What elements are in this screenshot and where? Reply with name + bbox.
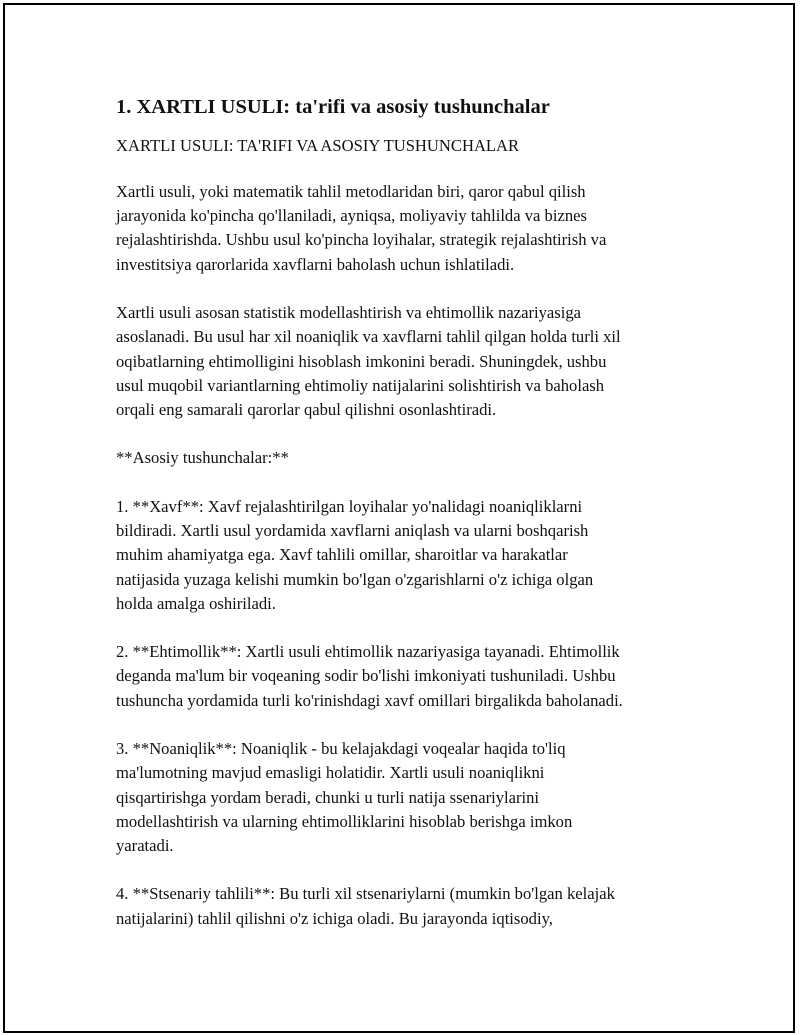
paragraph-concepts-heading <box>116 446 696 470</box>
paragraph-basis <box>116 301 696 422</box>
text-line: 3. **Noaniqlik**: Noaniqlik - bu kelajakdagi voqealar haqida to'liq <box>116 739 566 759</box>
text-line: usul muqobil variantlarning ehtimoliy natijalarini solishtirish va baholash <box>116 375 605 395</box>
text-line: modellashtirish va ularning ehtimolliklarini hisoblab berishga imkon <box>116 811 573 831</box>
text-line: 2. **Ehtimollik**: Xartli usuli ehtimollik nazariyasiga tayanadi. Ehtimollik <box>116 642 620 662</box>
document-body <box>116 93 696 931</box>
text-line: 1. **Xavf**: Xavf rejalashtirilgan loyihalar yo'nalidagi noaniqliklarni <box>116 496 583 516</box>
text-line: orqali eng samarali qarorlar qabul qilishni osonlashtiradi. <box>116 399 497 419</box>
text-line: **Asosiy tushunchalar:** <box>116 448 289 468</box>
text-line: muhim ahamiyatga ega. Xavf tahlili omillar, sharoitlar va harakatlar <box>116 545 568 565</box>
paragraph-item-3 <box>116 737 696 858</box>
text-line: holda amalga oshiriladi. <box>116 593 276 613</box>
text-line: asoslanadi. Bu usul har xil noaniqlik va xavflarni tahlil qilgan holda turli xil <box>116 327 621 347</box>
paragraph-item-1 <box>116 495 696 616</box>
paragraph-item-4 <box>116 882 696 930</box>
text-line: natijasida yuzaga kelishi mumkin bo'lgan o'zgarishlarni o'z ichiga olgan <box>116 569 594 589</box>
text-line: Xartli usuli, yoki matematik tahlil metodlaridan biri, qaror qabul qilish <box>116 182 586 201</box>
text-line: natijalarini) tahlil qilishni o'z ichiga oladi. Bu jarayonda iqtisodiy, <box>116 908 553 928</box>
document-subtitle: XARTLI USULI: TA'RIFI VA ASOSIY TUSHUNCHALAR <box>116 136 520 155</box>
document-title: 1. XARTLI USULI: ta'rifi va asosiy tushunchalar <box>116 96 550 118</box>
text-line: yaratadi. <box>116 835 174 855</box>
text-line: bildiradi. Xartli usul yordamida xavflarni aniqlash va ularni boshqarish <box>116 521 589 541</box>
text-line: qisqartirishga yordam beradi, chunki u turli natija ssenariylarini <box>116 787 540 807</box>
text-line: jarayonida ko'pincha qo'llaniladi, ayniqsa, moliyaviy tahlilda va biznes <box>116 206 587 226</box>
paragraph-intro <box>116 180 696 277</box>
text-line: oqibatlarning ehtimolligini hisoblash imkonini beradi. Shuningdek, ushbu <box>116 351 607 371</box>
text-line: 4. **Stsenariy tahlili**: Bu turli xil stsenariylarni (mumkin bo'lgan kelajak <box>116 884 615 904</box>
paragraph-item-2 <box>116 640 696 713</box>
text-line: ma'lumotning mavjud emasligi holatidir. Xartli usuli noaniqlikni <box>116 763 545 783</box>
text-line: tushuncha yordamida turli ko'rinishdagi xavf omillari birgalikda baholanadi. <box>116 690 623 710</box>
text-line: deganda ma'lum bir voqeaning sodir bo'lishi imkoniyati tushuniladi. Ushbu <box>116 666 616 686</box>
text-line: rejalashtirishda. Ushbu usul ko'pincha loyihalar, strategik rejalashtirish va <box>116 230 607 250</box>
text-line: Xartli usuli asosan statistik modellashtirish va ehtimollik nazariyasiga <box>116 303 581 323</box>
text-line: investitsiya qarorlarida xavflarni baholash uchun ishlatiladi. <box>116 254 515 274</box>
